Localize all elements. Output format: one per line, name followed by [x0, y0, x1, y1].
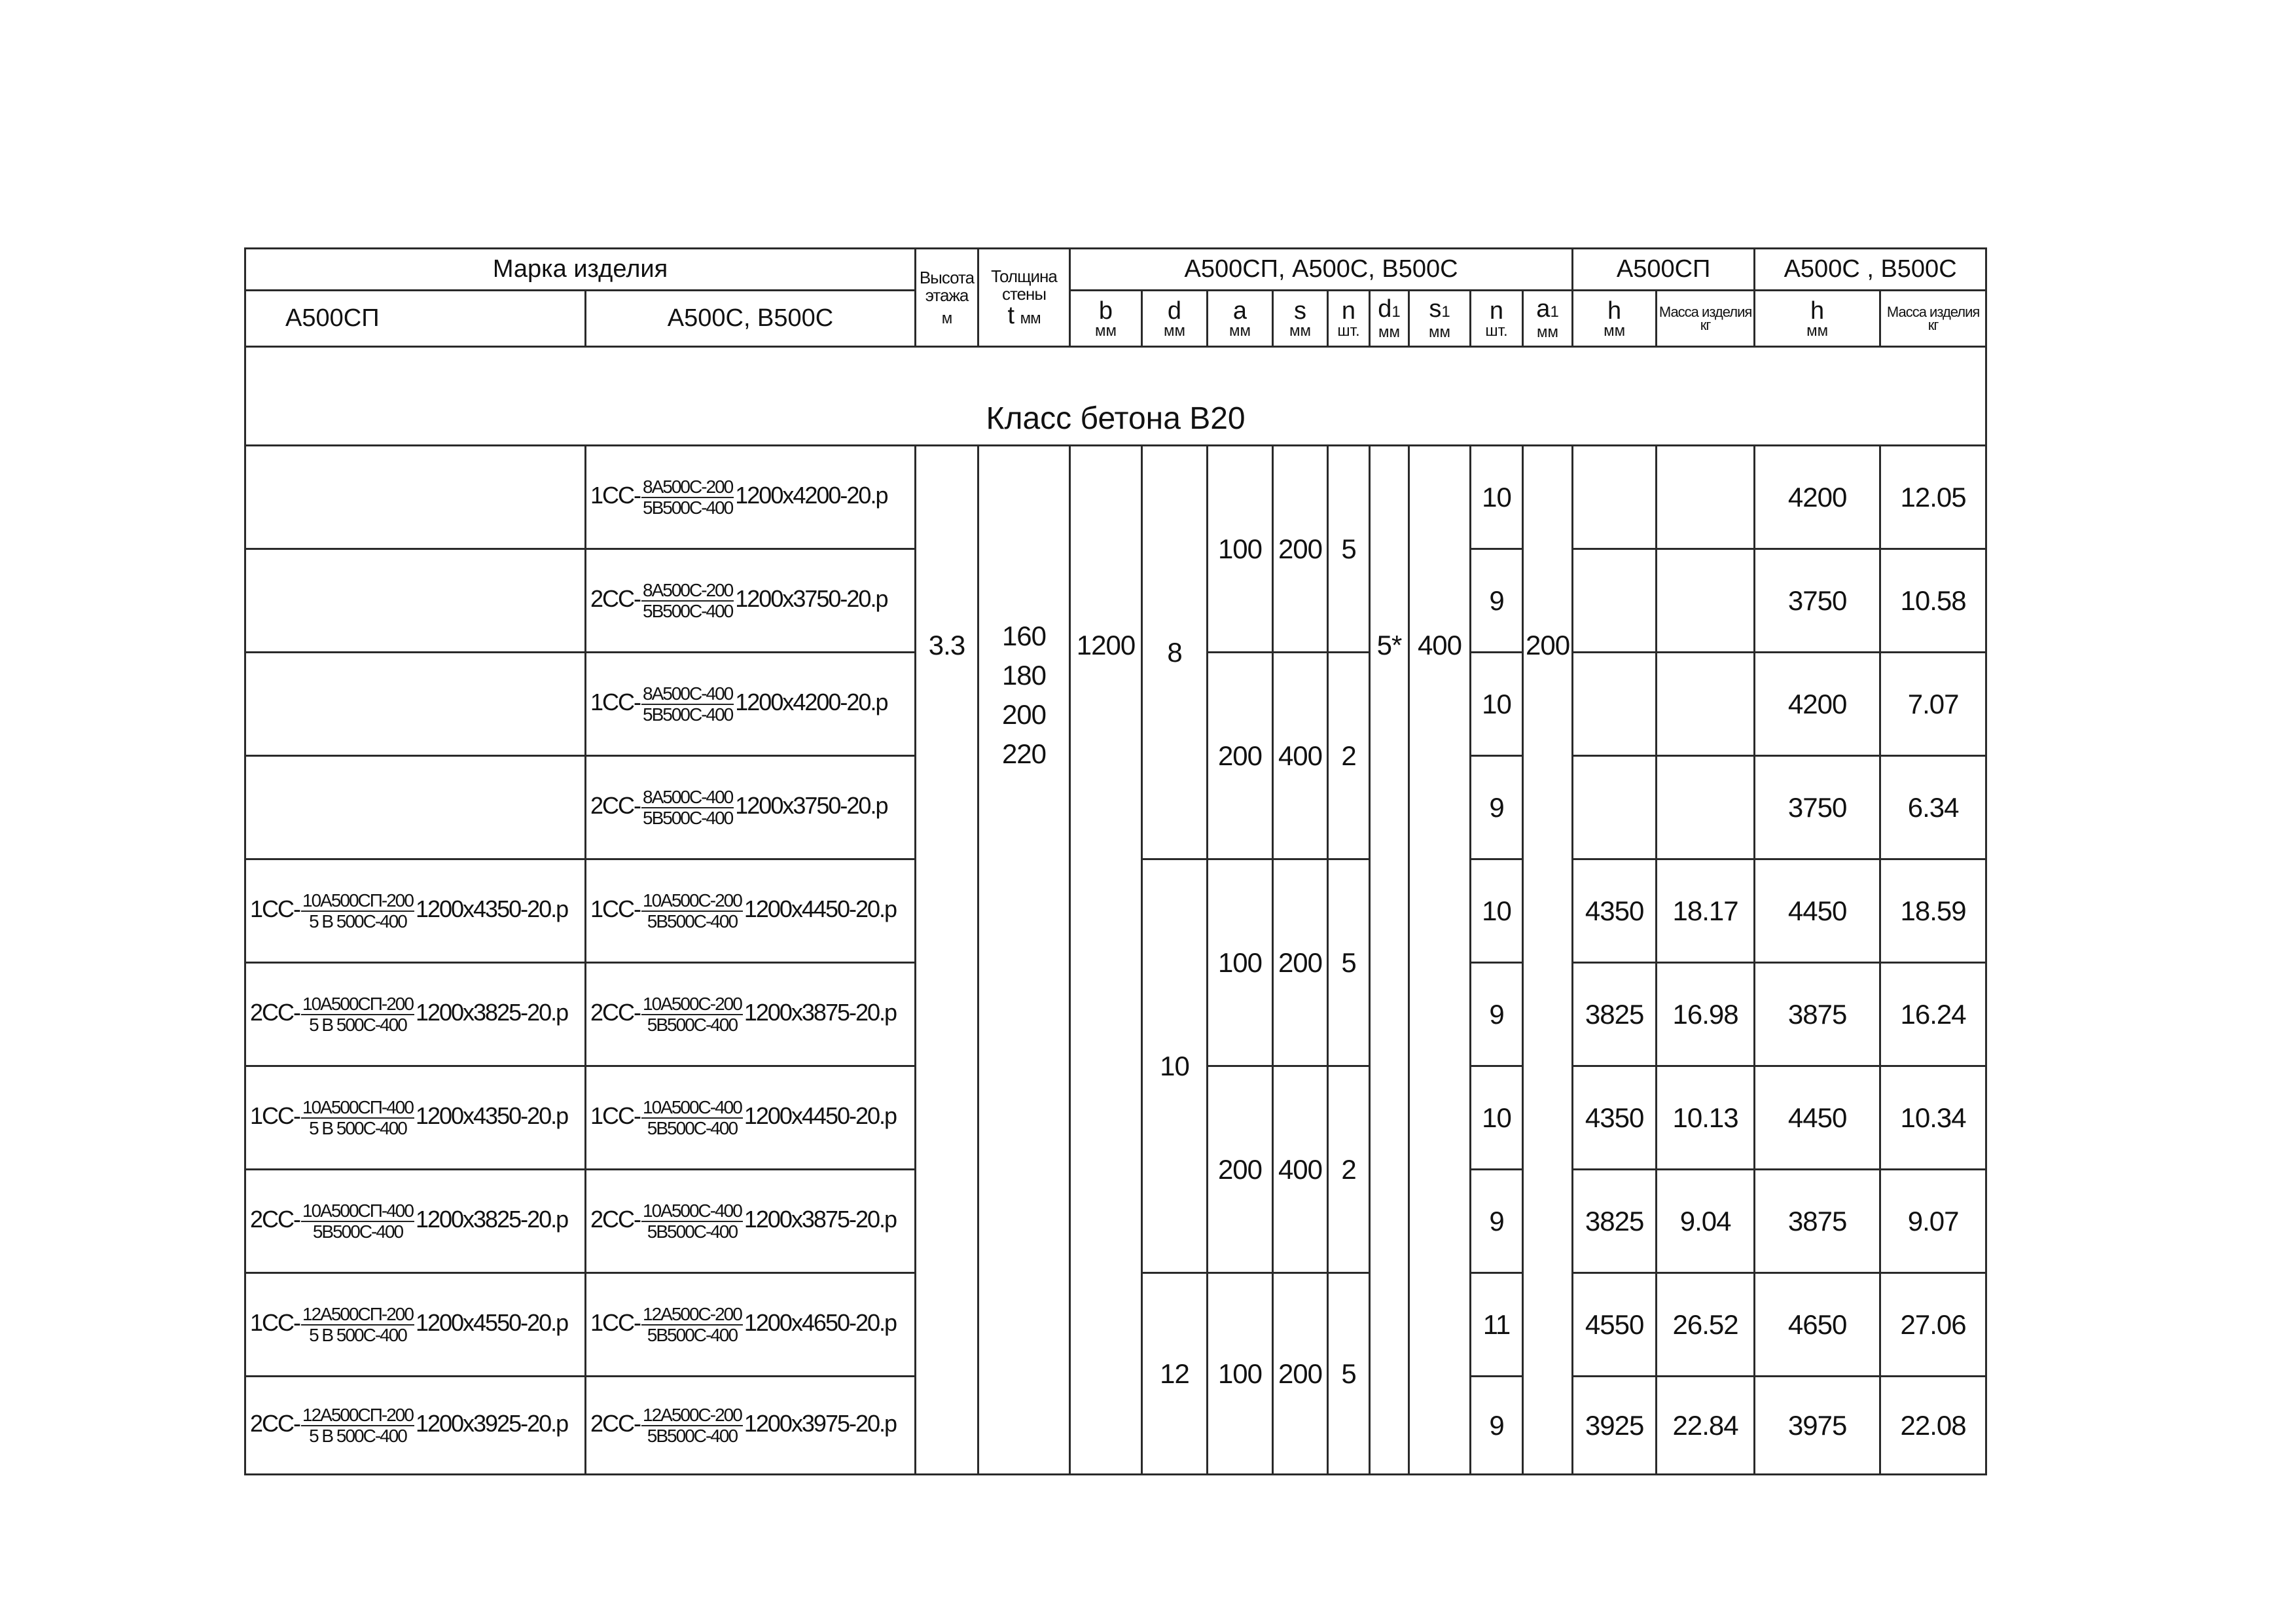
a500sp-group-header: А500СП	[1573, 249, 1755, 291]
n-value: 2	[1328, 1066, 1370, 1273]
h-sp-value: 4350	[1573, 1066, 1657, 1170]
mass-c-value: 6.34	[1880, 756, 1986, 859]
mass-sp-value	[1657, 446, 1755, 549]
h-sp-value	[1573, 549, 1657, 653]
mark-prefix: 1СС-	[250, 895, 300, 923]
mark-fraction-top: 8А500С-200	[643, 579, 733, 600]
a500sp-mark-cell	[245, 859, 586, 963]
n2-header: n шт.	[1471, 291, 1523, 347]
mark-fraction	[301, 1305, 414, 1345]
a500c-mark-cell	[586, 1377, 916, 1475]
a500c-mark-cell	[586, 549, 916, 653]
header-row-2	[245, 291, 1986, 347]
mass-c-value: 22.08	[1880, 1377, 1986, 1475]
h-c-header: h мм	[1755, 291, 1880, 347]
mark-suffix: 1200х4450-20.р	[744, 895, 897, 923]
mark-suffix: 1200х3875-20.р	[744, 1206, 897, 1233]
header-row-1	[245, 249, 1986, 291]
mark-fraction-top: 10А500СП-400	[302, 1096, 413, 1117]
mark-fraction	[641, 1098, 743, 1138]
h-c-value: 4450	[1755, 1066, 1880, 1170]
n-value: 2	[1328, 653, 1370, 859]
a500c-mark-cell	[586, 1273, 916, 1377]
mark-suffix: 1200х3925-20.р	[415, 1410, 568, 1437]
mass-sp-value: 16.98	[1657, 963, 1755, 1066]
mark-suffix: 1200х4350-20.р	[415, 1102, 568, 1130]
a500c-mark-cell	[586, 653, 916, 756]
mark-fraction-top: 12А500СП-200	[302, 1303, 413, 1324]
mark-fraction-bottom: 5В500С-400	[643, 600, 733, 621]
banner-row	[245, 347, 1986, 446]
mark-fraction-bottom: 5 В 500С-400	[309, 1324, 406, 1345]
mark-fraction-bottom: 5 В 500С-400	[309, 1117, 406, 1138]
h-c-value: 3875	[1755, 963, 1880, 1066]
a500c-mark-cell	[586, 1170, 916, 1273]
mark-fraction	[301, 1201, 414, 1242]
h-sp-value: 3825	[1573, 963, 1657, 1066]
mass-c-value: 9.07	[1880, 1170, 1986, 1273]
mark-fraction-bottom: 5В500С-400	[647, 1014, 738, 1035]
n2-value: 9	[1471, 1170, 1523, 1273]
mass-sp-value: 9.04	[1657, 1170, 1755, 1273]
b-value: 1200	[1070, 446, 1142, 1475]
mark-fraction-top: 10А500С-400	[643, 1096, 742, 1117]
a-value: 100	[1208, 1273, 1273, 1475]
mass-sp-value: 22.84	[1657, 1377, 1755, 1475]
n2-value: 9	[1471, 549, 1523, 653]
thickness-value: 200	[1001, 699, 1047, 730]
a500sp-mark-cell	[245, 1066, 586, 1170]
a500sp-mark-cell	[245, 756, 586, 859]
h-sp-header: h мм	[1573, 291, 1657, 347]
mass-c-value: 27.06	[1880, 1273, 1986, 1377]
a-value: 100	[1208, 859, 1273, 1066]
reinforcement-spec-table	[244, 247, 1985, 1471]
mark-fraction-bottom: 5В500С-400	[643, 807, 733, 828]
mark-prefix: 1СС-	[590, 482, 641, 509]
mark-prefix: 2СС-	[250, 1206, 300, 1233]
mark-fraction	[641, 1305, 743, 1345]
mark-prefix: 2СС-	[590, 999, 641, 1026]
b-header: b мм	[1070, 291, 1142, 347]
mark-fraction-bottom: 5В500С-400	[647, 1324, 738, 1345]
s-value: 200	[1273, 859, 1328, 1066]
h-c-value: 3750	[1755, 756, 1880, 859]
mark-fraction-bottom: 5 В 500С-400	[309, 1425, 406, 1446]
d1-value: 5*	[1370, 446, 1409, 1475]
marka-header: Марка изделия	[245, 249, 916, 291]
n2-value: 11	[1471, 1273, 1523, 1377]
mark-fraction	[301, 994, 414, 1035]
mass-sp-value	[1657, 756, 1755, 859]
mark-fraction	[641, 477, 734, 518]
mark-fraction	[641, 994, 743, 1035]
thickness-value: 160	[1001, 621, 1047, 651]
h-sp-value	[1573, 756, 1657, 859]
mass-sp-value: 18.17	[1657, 859, 1755, 963]
d1-header: d1 мм	[1370, 291, 1409, 347]
mark-suffix: 1200х3975-20.р	[744, 1410, 897, 1437]
h-c-value: 4650	[1755, 1273, 1880, 1377]
a500sp-mark-cell	[245, 1273, 586, 1377]
concrete-class-banner: Класс бетона В20	[245, 347, 1986, 446]
mark-prefix: 1СС-	[590, 1102, 641, 1130]
mark-prefix: 1СС-	[250, 1309, 300, 1337]
mark-suffix: 1200х4350-20.р	[415, 895, 568, 923]
n-value: 5	[1328, 859, 1370, 1066]
n2-value: 10	[1471, 1066, 1523, 1170]
mark-fraction	[641, 1405, 743, 1446]
mark-suffix: 1200х3750-20.р	[735, 792, 888, 820]
mark-prefix: 1СС-	[590, 895, 641, 923]
a1-value: 200	[1523, 446, 1573, 1475]
mark-fraction	[641, 891, 743, 931]
mark-fraction-bottom: 5В500С-400	[643, 497, 733, 518]
a-value: 200	[1208, 1066, 1273, 1273]
mark-suffix: 1200х3825-20.р	[415, 1206, 568, 1233]
a500sp-mark-cell	[245, 963, 586, 1066]
mark-fraction-bottom: 5В500С-400	[647, 911, 738, 931]
mark-fraction	[301, 1405, 414, 1446]
n2-value: 9	[1471, 1377, 1523, 1475]
mass-c-header: Масса изделия кг	[1880, 291, 1986, 347]
mark-fraction-bottom: 5 В 500С-400	[309, 1014, 406, 1035]
s-value: 400	[1273, 653, 1328, 859]
mass-c-value: 7.07	[1880, 653, 1986, 756]
a500c-mark-cell	[586, 1066, 916, 1170]
a500sp-mark-cell	[245, 653, 586, 756]
mass-sp-value: 10.13	[1657, 1066, 1755, 1170]
h-c-value: 4450	[1755, 859, 1880, 963]
mark-fraction-top: 10А500СП-200	[302, 890, 413, 911]
n2-value: 9	[1471, 963, 1523, 1066]
n2-value: 10	[1471, 446, 1523, 549]
mark-fraction-top: 8А500С-200	[643, 476, 733, 497]
mark-prefix: 1СС-	[250, 1102, 300, 1130]
mark-fraction-top: 8А500С-400	[643, 683, 733, 704]
s-value: 200	[1273, 446, 1328, 653]
mark-prefix: 2СС-	[590, 1206, 641, 1233]
mass-c-value: 12.05	[1880, 446, 1986, 549]
s1-value: 400	[1409, 446, 1471, 1475]
table-row	[245, 446, 1986, 549]
mark-suffix: 1200х4550-20.р	[415, 1309, 568, 1337]
mark-prefix: 1СС-	[590, 689, 641, 716]
h-sp-value: 4550	[1573, 1273, 1657, 1377]
h-c-value: 4200	[1755, 446, 1880, 549]
a500c-mark-cell	[586, 756, 916, 859]
mark-fraction	[301, 891, 414, 931]
mark-fraction	[641, 1201, 743, 1242]
mark-suffix: 1200х4200-20.р	[735, 689, 888, 716]
n2-value: 9	[1471, 756, 1523, 859]
thickness-value: 180	[1001, 660, 1047, 691]
mass-sp-header: Масса изделия кг	[1657, 291, 1755, 347]
d-value: 8	[1142, 446, 1208, 859]
mark-prefix: 2СС-	[590, 585, 641, 613]
h-sp-value	[1573, 446, 1657, 549]
s-value: 400	[1273, 1066, 1328, 1273]
thickness-value: 220	[1001, 738, 1047, 769]
a500sp-mark-cell	[245, 1170, 586, 1273]
mark-prefix: 2СС-	[590, 792, 641, 820]
a500sp-mark-cell	[245, 549, 586, 653]
mark-fraction-bottom: 5В500С-400	[643, 704, 733, 725]
mark-fraction	[641, 684, 734, 725]
thickness-values	[978, 446, 1070, 1475]
mark-fraction	[301, 1098, 414, 1138]
mark-fraction-top: 10А500С-200	[643, 890, 742, 911]
n-value: 5	[1328, 1273, 1370, 1475]
mark-prefix: 2СС-	[250, 1410, 300, 1437]
a-header: a мм	[1208, 291, 1273, 347]
h-c-value: 4200	[1755, 653, 1880, 756]
s-value: 200	[1273, 1273, 1328, 1475]
thickness-header: Толщина стены t мм	[978, 249, 1070, 347]
d-header: d мм	[1142, 291, 1208, 347]
mark-fraction-top: 10А500СП-200	[302, 993, 413, 1014]
a500sp-mark-cell	[245, 446, 586, 549]
mark-fraction-top: 10А500С-400	[643, 1200, 742, 1221]
mass-sp-value	[1657, 549, 1755, 653]
n2-value: 10	[1471, 653, 1523, 756]
mass-c-value: 10.34	[1880, 1066, 1986, 1170]
n-header: n шт.	[1328, 291, 1370, 347]
s-header: s мм	[1273, 291, 1328, 347]
n-value: 5	[1328, 446, 1370, 653]
mark-suffix: 1200х4450-20.р	[744, 1102, 897, 1130]
h-c-value: 3875	[1755, 1170, 1880, 1273]
mark-fraction-top: 12А500СП-200	[302, 1404, 413, 1425]
mark-fraction-bottom: 5В500С-400	[312, 1221, 403, 1242]
mark-suffix: 1200х3875-20.р	[744, 999, 897, 1026]
mark-fraction-top: 10А500С-200	[643, 993, 742, 1014]
s1-header: s1 мм	[1409, 291, 1471, 347]
h-c-value: 3975	[1755, 1377, 1880, 1475]
d-value: 10	[1142, 859, 1208, 1273]
mark-suffix: 1200х3750-20.р	[735, 585, 888, 613]
a1-header: a1 мм	[1523, 291, 1573, 347]
mark-fraction-bottom: 5В500С-400	[647, 1425, 738, 1446]
mark-prefix: 2СС-	[250, 999, 300, 1026]
d-value: 12	[1142, 1273, 1208, 1475]
height-header: Высота этажа м	[916, 249, 978, 347]
a500c-mark-cell	[586, 446, 916, 549]
mark-suffix: 1200х3825-20.р	[415, 999, 568, 1026]
h-sp-value: 3925	[1573, 1377, 1657, 1475]
mark-fraction-top: 12А500С-200	[643, 1303, 742, 1324]
mark-fraction	[641, 787, 734, 828]
mass-c-value: 16.24	[1880, 963, 1986, 1066]
mass-c-value: 10.58	[1880, 549, 1986, 653]
a500c-mark-cell	[586, 963, 916, 1066]
mark-fraction-top: 12А500С-200	[643, 1404, 742, 1425]
mass-sp-value	[1657, 653, 1755, 756]
mark-fraction-bottom: 5В500С-400	[647, 1117, 738, 1138]
h-sp-value: 3825	[1573, 1170, 1657, 1273]
a500sp-column-header: А500СП	[245, 291, 586, 347]
mark-fraction-bottom: 5 В 500С-400	[309, 911, 406, 931]
a500c-group-header: А500С , В500С	[1755, 249, 1986, 291]
a500sp-mark-cell	[245, 1377, 586, 1475]
steel-group-header: А500СП, А500С, В500С	[1070, 249, 1573, 291]
a500c-mark-cell	[586, 859, 916, 963]
mark-fraction	[641, 581, 734, 621]
a-value: 100	[1208, 446, 1273, 653]
a500c-b500c-column-header: А500С, В500С	[586, 291, 916, 347]
mark-prefix: 2СС-	[590, 1410, 641, 1437]
h-sp-value: 4350	[1573, 859, 1657, 963]
mark-fraction-top: 8А500С-400	[643, 786, 733, 807]
height-value: 3.3	[916, 446, 978, 1475]
a-value: 200	[1208, 653, 1273, 859]
mark-fraction-top: 10А500СП-400	[302, 1200, 413, 1221]
h-sp-value	[1573, 653, 1657, 756]
mark-prefix: 1СС-	[590, 1309, 641, 1337]
mass-sp-value: 26.52	[1657, 1273, 1755, 1377]
mark-suffix: 1200х4200-20.р	[735, 482, 888, 509]
n2-value: 10	[1471, 859, 1523, 963]
h-c-value: 3750	[1755, 549, 1880, 653]
mark-suffix: 1200х4650-20.р	[744, 1309, 897, 1337]
mark-fraction-bottom: 5В500С-400	[647, 1221, 738, 1242]
mass-c-value: 18.59	[1880, 859, 1986, 963]
